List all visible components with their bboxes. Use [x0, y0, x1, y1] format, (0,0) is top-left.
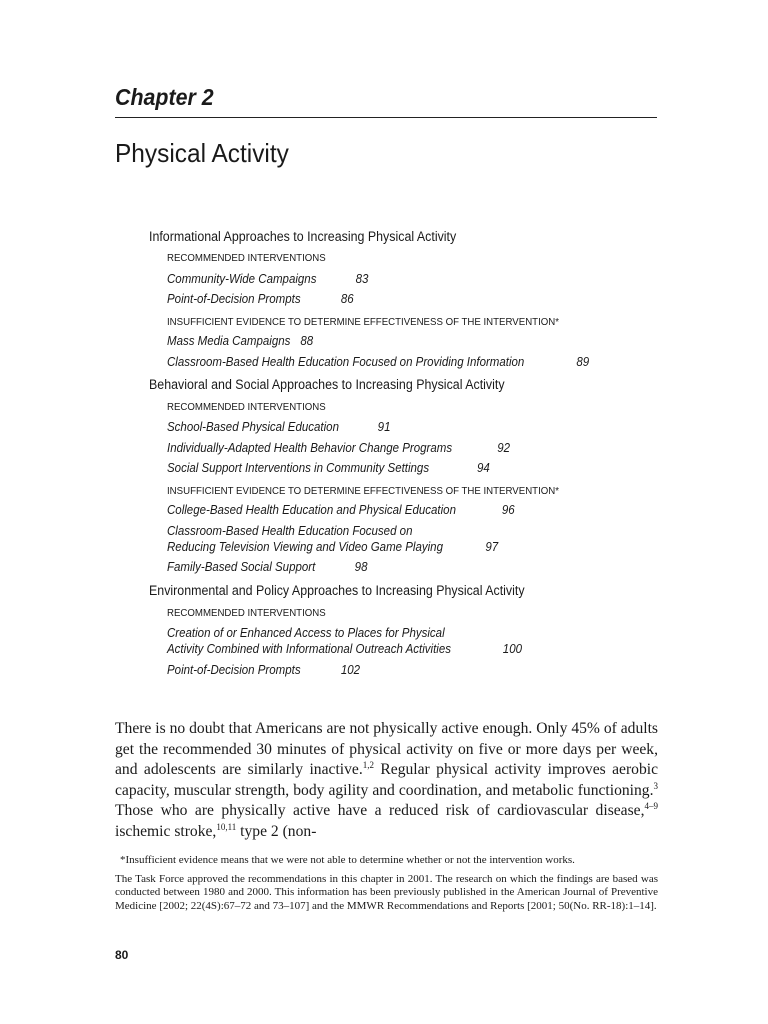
toc-item-label: Mass Media Campaigns [167, 334, 291, 348]
toc-item-page: 100 [502, 642, 522, 656]
toc-section-environmental[interactable]: Environmental and Policy Approaches to Increasing Physical Activity [149, 583, 525, 598]
toc-item-label: Community-Wide Campaigns [167, 272, 317, 286]
toc-item-page: 83 [355, 272, 369, 286]
toc-item-page: 88 [300, 334, 314, 348]
footnote-insufficient-evidence: *Insufficient evidence means that we were not able to determine whether or not the intervention works. [120, 854, 575, 866]
citation-ref: 1,2 [362, 760, 374, 771]
toc-item-label: Point-of-Decision Prompts [167, 292, 301, 306]
toc-item-line2[interactable] [167, 540, 499, 554]
toc-item[interactable] [167, 441, 511, 455]
toc-item-label: Individually-Adapted Health Behavior Change Programs [167, 441, 453, 455]
toc-item-page: 102 [340, 663, 361, 677]
body-paragraph [115, 719, 658, 843]
toc-item-label: Activity Combined with Informational Outreach Activities [167, 642, 451, 656]
toc-item[interactable] [167, 334, 314, 348]
toc-item[interactable] [167, 420, 391, 434]
toc-item[interactable] [167, 355, 590, 369]
toc-item-label: Classroom-Based Health Education Focused on Providing Information [167, 355, 525, 369]
toc-item-line2[interactable] [167, 642, 522, 656]
toc-section-behavioral[interactable]: Behavioral and Social Approaches to Increasing Physical Activity [149, 377, 505, 392]
toc-item-page: 86 [340, 292, 354, 306]
toc-caption-insufficient: INSUFFICIENT EVIDENCE TO DETERMINE EFFECTIVENESS OF THE INTERVENTION* [167, 485, 560, 497]
toc-item-page: 92 [497, 441, 511, 455]
chapter-label: Chapter 2 [115, 84, 214, 110]
toc-item[interactable] [167, 292, 354, 306]
toc-section-informational[interactable]: Informational Approaches to Increasing Physical Activity [149, 229, 457, 244]
toc-item[interactable] [167, 560, 368, 574]
toc-item[interactable] [167, 461, 490, 475]
citation-ref: 4–9 [644, 801, 658, 812]
toc-caption-insufficient: INSUFFICIENT EVIDENCE TO DETERMINE EFFECTIVENESS OF THE INTERVENTION* [167, 316, 560, 328]
toc-item-label: Family-Based Social Support [167, 560, 316, 574]
toc-item-label: School-Based Physical Education [167, 420, 339, 434]
toc-item-page: 97 [485, 540, 499, 554]
citation-ref: 3 [653, 780, 658, 791]
body-text-run: There is no doubt that Americans are not physically active enough. Only 45% of adults get the recommended 30 minutes of physical activity on five or more days per week, and adolescents are similarly inactive. [115, 720, 658, 779]
toc-item-page: 94 [477, 461, 490, 475]
toc-item-page: 96 [501, 503, 515, 517]
toc-item-label: College-Based Health Education and Physical Education [167, 503, 456, 517]
body-text-run: Regular physical activity improves aerobic capacity, muscular strength, body agility and coordination, and metabolic functioning. [115, 761, 658, 799]
toc-item-label: Point-of-Decision Prompts [167, 663, 301, 677]
toc-item[interactable] [167, 272, 369, 286]
toc-caption-recommended: RECOMMENDED INTERVENTIONS [167, 607, 326, 619]
toc-caption-recommended: RECOMMENDED INTERVENTIONS [167, 401, 326, 413]
toc-item[interactable] [167, 663, 361, 677]
body-text-run: ischemic stroke, [115, 822, 217, 840]
toc-item-line1[interactable]: Classroom-Based Health Education Focused on [167, 524, 413, 538]
toc-item[interactable] [167, 503, 515, 517]
toc-item-page: 89 [576, 355, 590, 369]
body-text-run: Those who are physically active have a reduced risk of cardiovascular disease, [115, 802, 645, 820]
citation-ref: 10,11 [216, 821, 237, 832]
toc-item-label: Social Support Interventions in Community Settings [167, 461, 430, 475]
toc-caption-recommended: RECOMMENDED INTERVENTIONS [167, 252, 326, 264]
toc-item-line1[interactable]: Creation of or Enhanced Access to Places for Physical [167, 626, 445, 640]
footnote-source: The Task Force approved the recommendations in this chapter in 2001. The research on which the findings are based was conducted between 1980 and 2000. This information has been previously published in the American Journal of Preventive Medicine [2002; 22(4S):67–72 and 73–107] and the MMWR Recommendations and Reports [2001; 50(No. RR-18):1–14]. [115, 873, 658, 912]
body-text-run: type 2 (non- [236, 822, 317, 840]
page-title: Physical Activity [115, 138, 289, 168]
toc-item-page: 98 [354, 560, 368, 574]
toc-item-page: 91 [377, 420, 391, 434]
chapter-rule [115, 117, 657, 118]
page-number: 80 [115, 948, 129, 962]
toc-item-label: Reducing Television Viewing and Video Game Playing [167, 540, 443, 554]
